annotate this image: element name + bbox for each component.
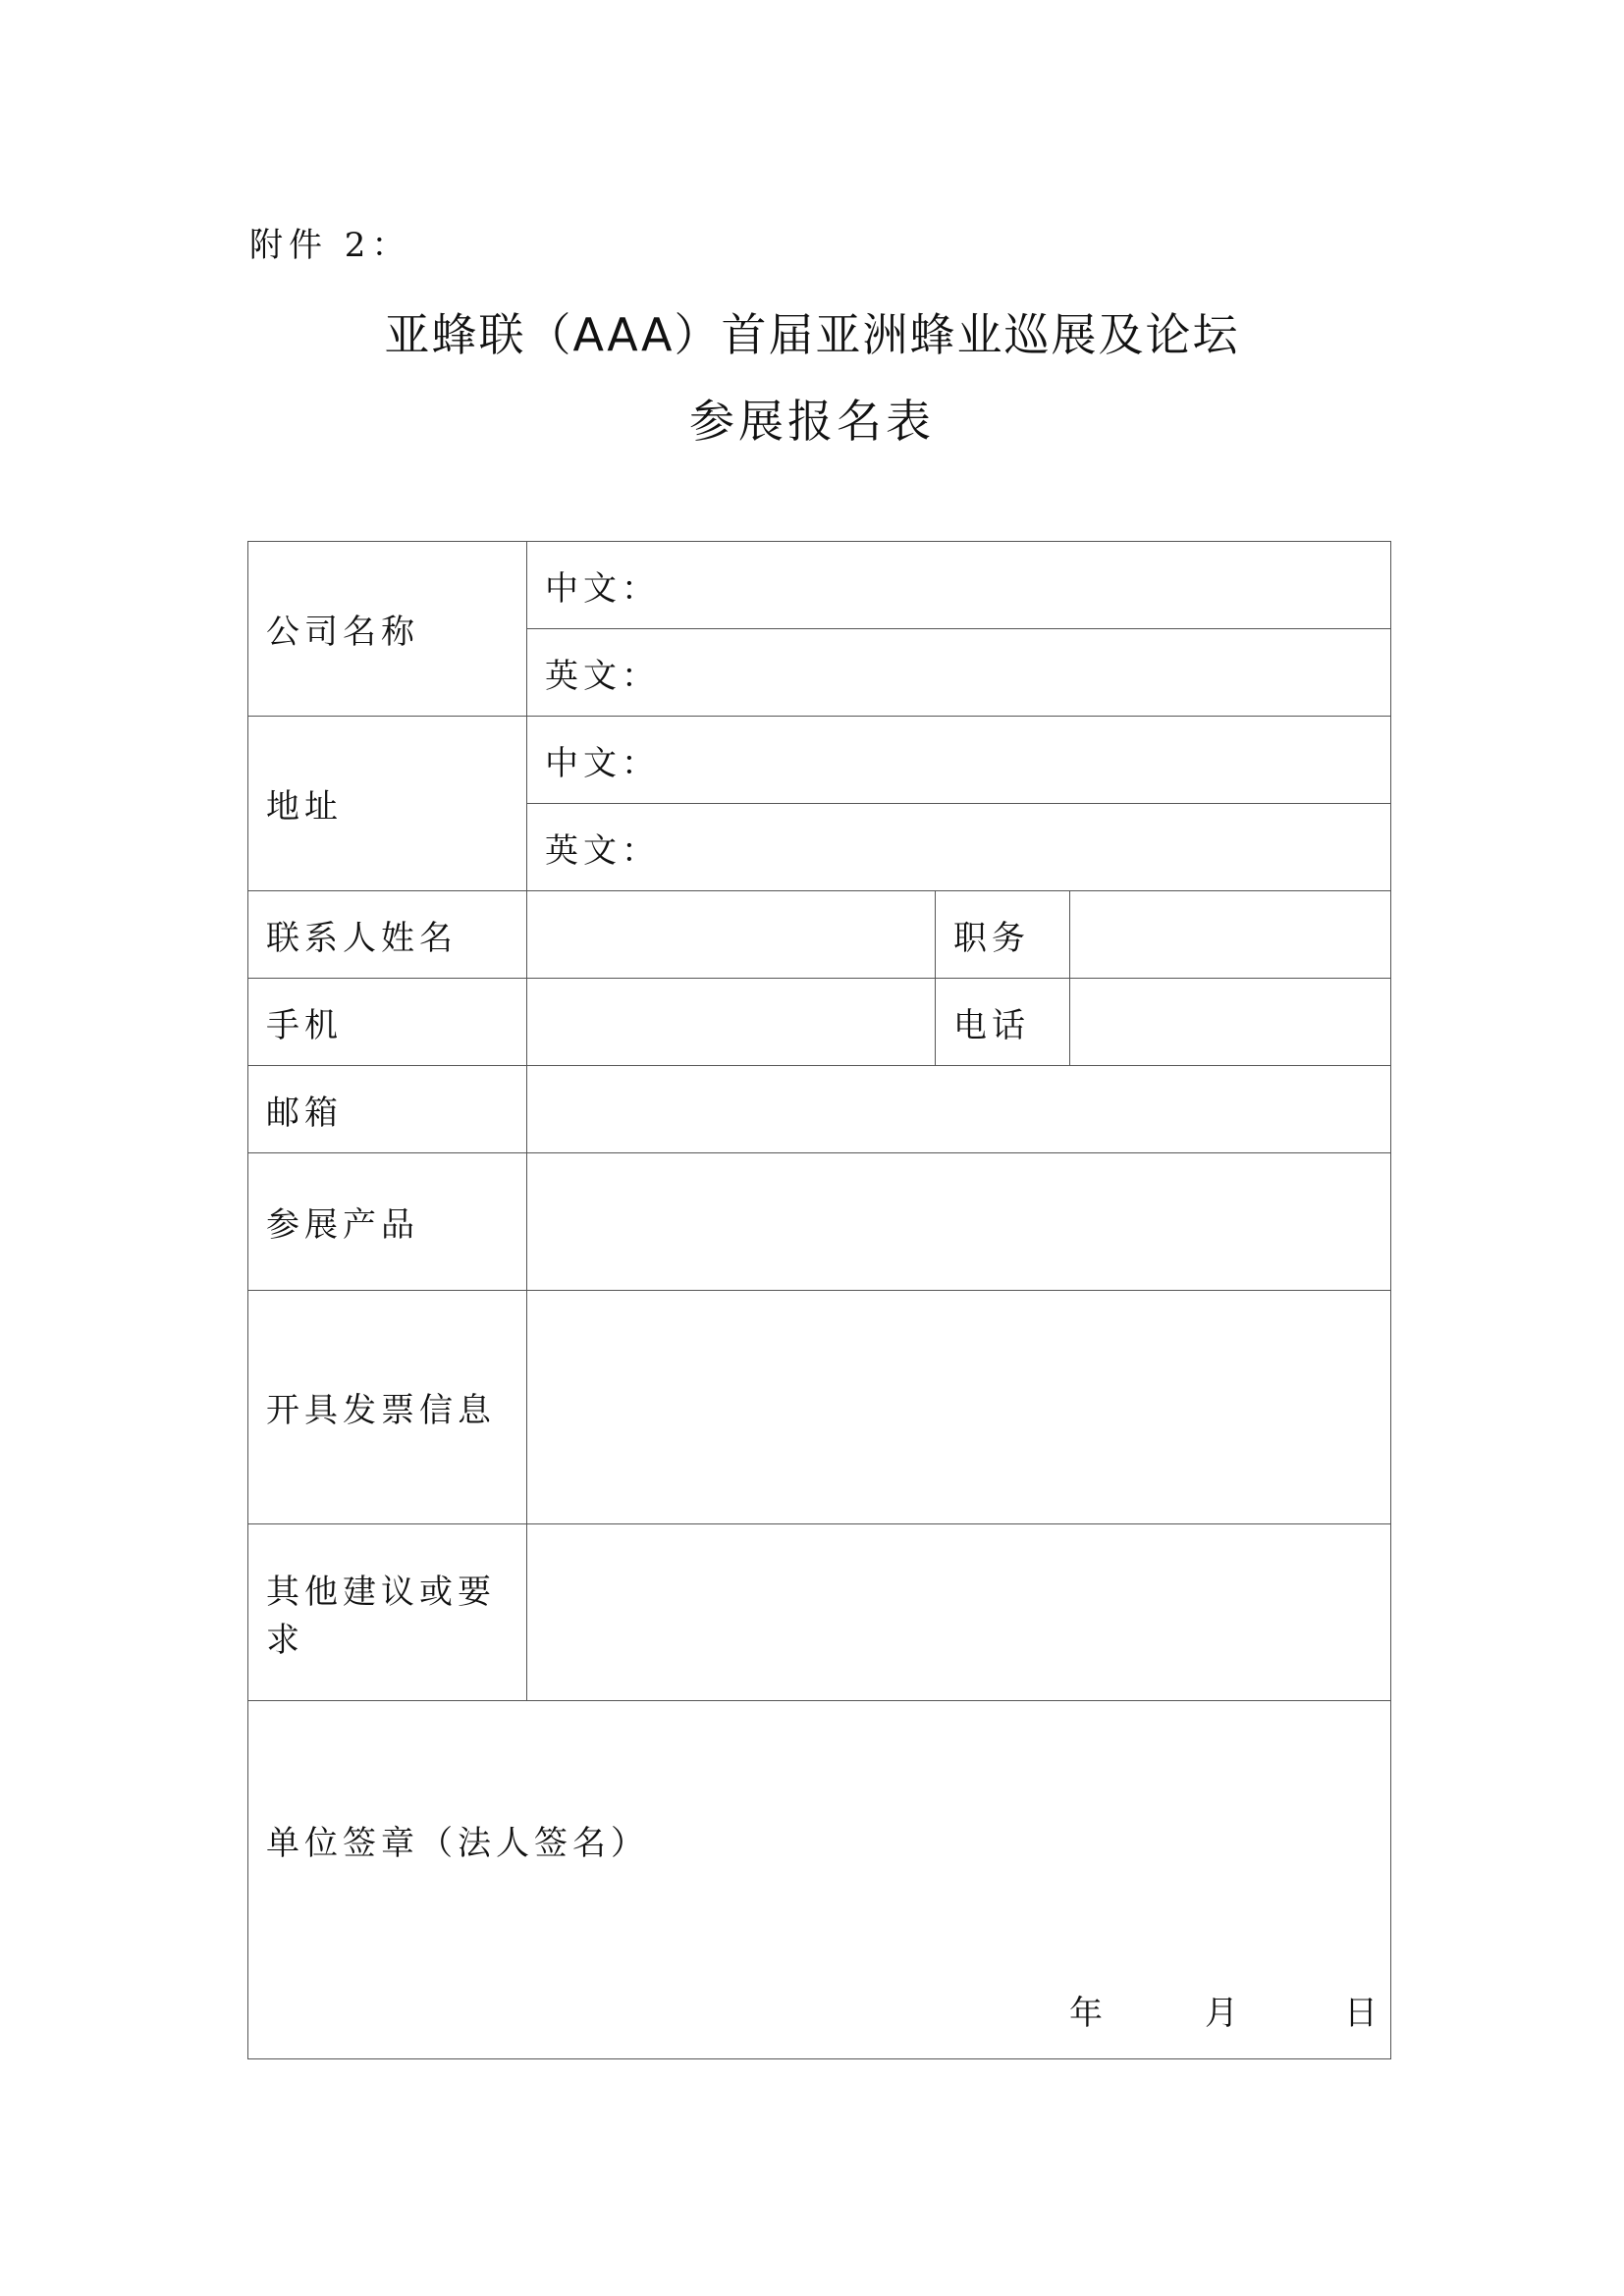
contact-name-field[interactable] xyxy=(527,891,936,979)
invoice-field[interactable] xyxy=(527,1291,1391,1524)
company-name-label: 公司名称 xyxy=(248,542,527,717)
phone-row xyxy=(248,979,1391,1066)
products-row xyxy=(248,1153,1391,1291)
address-english-field[interactable] xyxy=(527,804,1391,891)
products-field[interactable] xyxy=(527,1153,1391,1291)
document-subtitle: 参展报名表 xyxy=(689,395,935,448)
company-name-row-chinese xyxy=(248,542,1391,629)
company-name-english-label: 英文： xyxy=(545,656,660,696)
company-name-english-field[interactable] xyxy=(527,629,1391,717)
suggestions-label: 其他建议或要求 xyxy=(248,1524,527,1701)
attachment-label: 附件 2： xyxy=(249,226,411,265)
signature-cell[interactable] xyxy=(248,1701,1391,2059)
company-name-chinese-label: 中文： xyxy=(545,568,660,609)
address-chinese-label: 中文： xyxy=(545,743,660,783)
position-field[interactable] xyxy=(1070,891,1391,979)
contact-name-label: 联系人姓名 xyxy=(248,891,527,979)
invoice-label: 开具发票信息 xyxy=(248,1291,527,1524)
mobile-field[interactable] xyxy=(527,979,936,1066)
address-chinese-field[interactable] xyxy=(527,717,1391,804)
registration-form-table xyxy=(247,541,1391,2059)
document-title: 亚蜂联（AAA）首届亚洲蜂业巡展及论坛 xyxy=(384,308,1240,361)
date-day-label: 日 xyxy=(1344,1994,1382,2033)
products-label: 参展产品 xyxy=(248,1153,527,1291)
phone-field[interactable] xyxy=(1070,979,1391,1066)
address-row-chinese xyxy=(248,717,1391,804)
date-year-label: 年 xyxy=(1069,1994,1108,2033)
signature-row xyxy=(248,1701,1391,2059)
email-field[interactable] xyxy=(527,1066,1391,1153)
company-name-chinese-field[interactable] xyxy=(527,542,1391,629)
phone-label: 电话 xyxy=(936,979,1070,1066)
contact-row xyxy=(248,891,1391,979)
mobile-label: 手机 xyxy=(248,979,527,1066)
address-english-label: 英文： xyxy=(545,830,660,871)
signature-label: 单位签章（法人签名） xyxy=(266,1824,649,1863)
suggestions-field[interactable] xyxy=(527,1524,1391,1701)
email-label: 邮箱 xyxy=(248,1066,527,1153)
invoice-row xyxy=(248,1291,1391,1524)
email-row xyxy=(248,1066,1391,1153)
date-month-label: 月 xyxy=(1205,1994,1243,2033)
position-label: 职务 xyxy=(936,891,1070,979)
suggestions-row xyxy=(248,1524,1391,1701)
address-label: 地址 xyxy=(248,717,527,891)
